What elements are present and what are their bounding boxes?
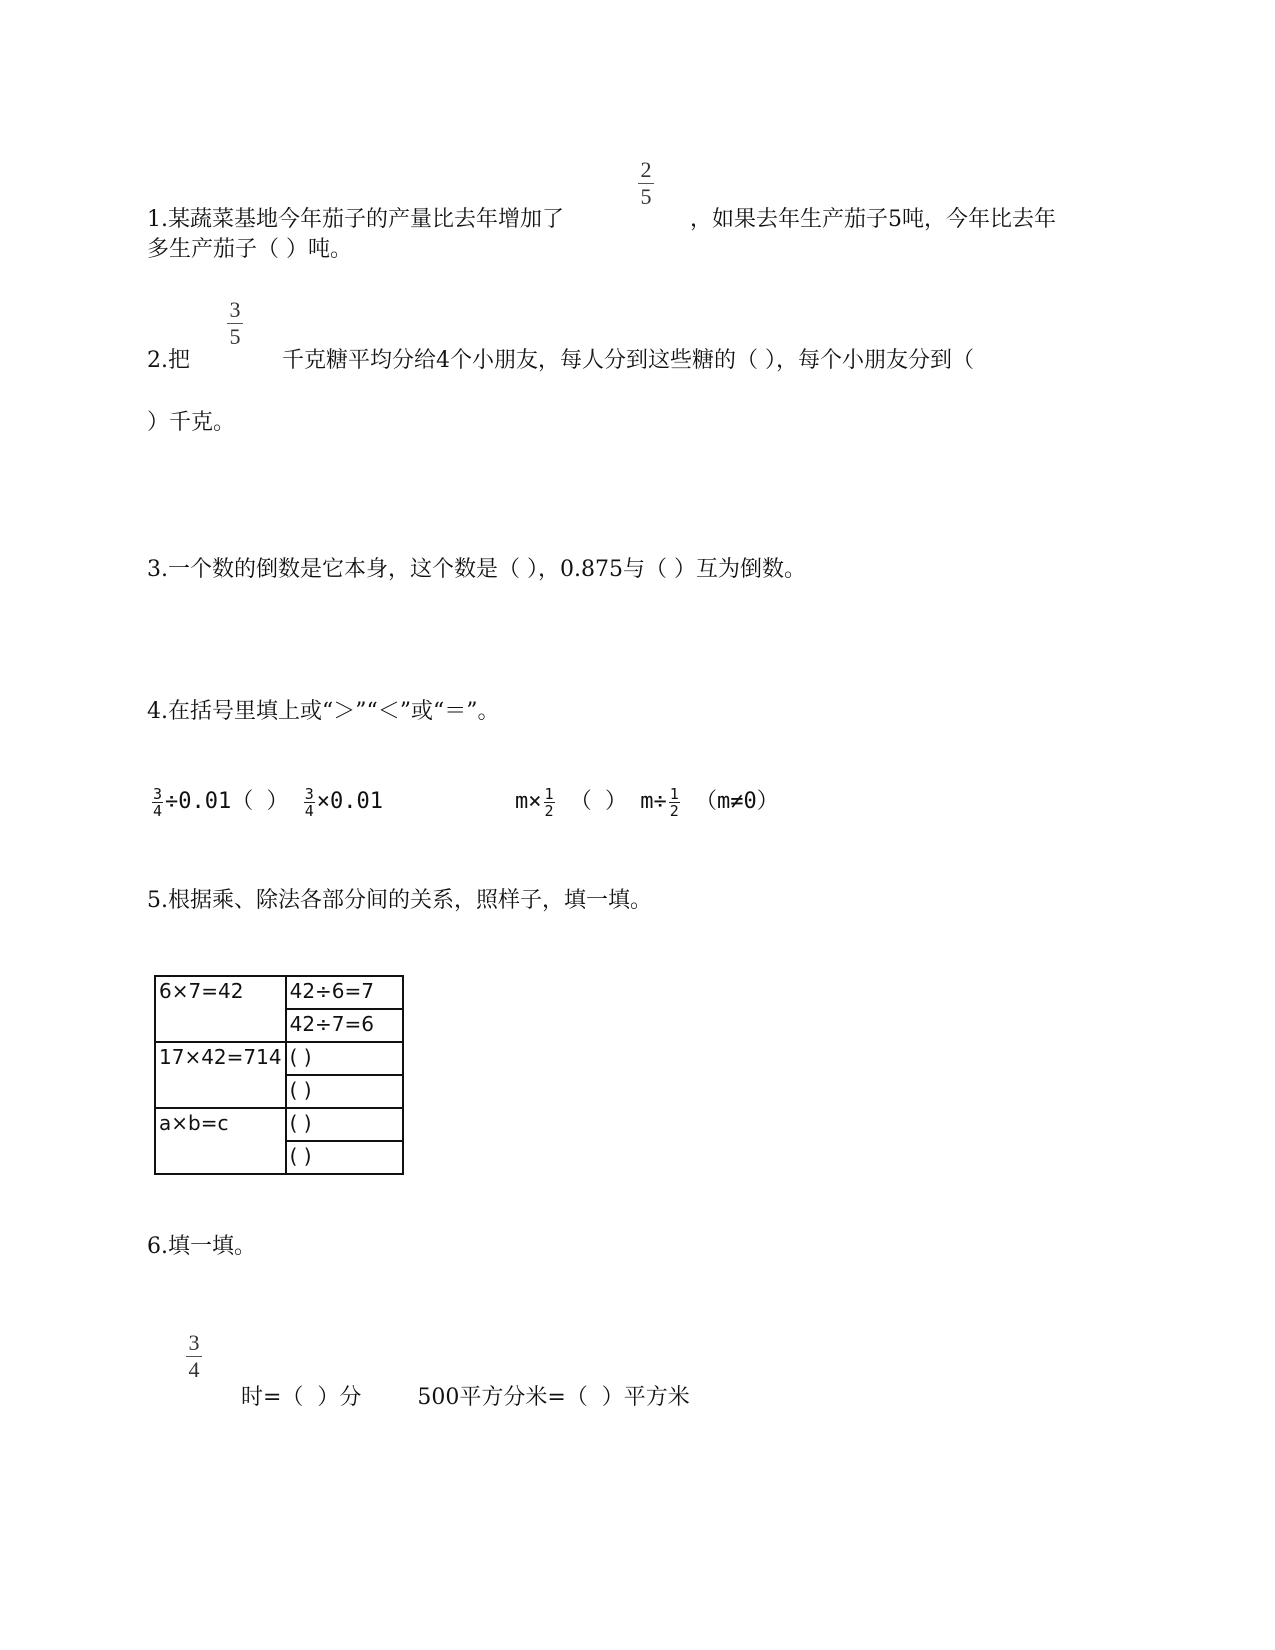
table-row — [155, 976, 403, 1009]
q4-expression-2 — [515, 784, 779, 819]
q2-line1: 千克糖平均分给4个小朋友，每人分到这些糖的（ ），每个小朋友分到（ — [282, 348, 974, 373]
q1-line1-after: ，如果去年生产茄子5吨，今年比去年 — [690, 207, 1056, 232]
q1-frac-den: 5 — [640, 184, 652, 209]
q2-frac-den: 5 — [229, 324, 241, 349]
q1-frac-num: 2 — [640, 157, 652, 182]
q4-expr1-left-frac: $\frac{3}{4}$ — [152, 784, 163, 820]
q4-expr2-left: m× — [515, 789, 542, 814]
table-cell-right[interactable]: ( ) — [286, 1141, 403, 1174]
table-cell-left: 6×7=42 — [155, 976, 286, 1042]
q3-text: 3.一个数的倒数是它本身，这个数是（ ），0.875与（ ）互为倒数。 — [147, 557, 806, 582]
table-cell-right: 42÷7=6 — [286, 1009, 403, 1042]
q6-fraction — [186, 1331, 202, 1382]
q4-text: 4.在括号里填上或“＞”“＜”或“＝”。 — [147, 699, 500, 724]
q5-text: 5.根据乘、除法各部分间的关系，照样子，填一填。 — [147, 888, 652, 913]
q2-prefix: 2.把 — [147, 348, 190, 373]
q1-line2: 多生产茄子（ ）吨。 — [147, 237, 352, 262]
q1-line1-before: 1.某蔬菜基地今年茄子的产量比去年增加了 — [147, 207, 564, 232]
q2-line2: ）千克。 — [147, 410, 236, 435]
q6-frac-num: 3 — [188, 1330, 200, 1355]
relation-table — [154, 975, 404, 1175]
table-cell-left: 17×42=714 — [155, 1042, 286, 1108]
q4-expr2-right-frac: $\frac{1}{2}$ — [669, 784, 679, 820]
table-cell-right[interactable]: ( ) — [286, 1075, 403, 1108]
table-cell-left: a×b=c — [155, 1108, 286, 1174]
q2-fraction — [227, 298, 243, 349]
q4-expr1-right-rest: ×0.01 — [316, 789, 383, 814]
q1-fraction — [638, 158, 654, 209]
q6-line: 时=（ ）分 500平方分米=（ ）平方米 — [241, 1385, 690, 1410]
q6-text: 6.填一填。 — [147, 1234, 256, 1259]
q4-expr1-left-rest: ÷0.01（ ） — [165, 789, 289, 814]
table-row — [155, 1108, 403, 1141]
table-row — [155, 1042, 403, 1075]
table-cell-right[interactable]: ( ) — [286, 1108, 403, 1141]
q4-expr2-condition: （m≠0） — [694, 789, 779, 814]
q6-frac-den: 4 — [188, 1357, 200, 1382]
q4-expr1-right-frac: $\frac{3}{4}$ — [304, 784, 314, 820]
q4-expr2-left-frac: $\frac{1}{2}$ — [544, 784, 554, 820]
table-cell-right: 42÷6=7 — [286, 976, 403, 1009]
table-cell-right[interactable]: ( ) — [286, 1042, 403, 1075]
q4-expr2-mid: （ ） m÷ — [569, 789, 667, 814]
q2-frac-num: 3 — [229, 297, 241, 322]
q4-expression-1 — [150, 784, 383, 819]
